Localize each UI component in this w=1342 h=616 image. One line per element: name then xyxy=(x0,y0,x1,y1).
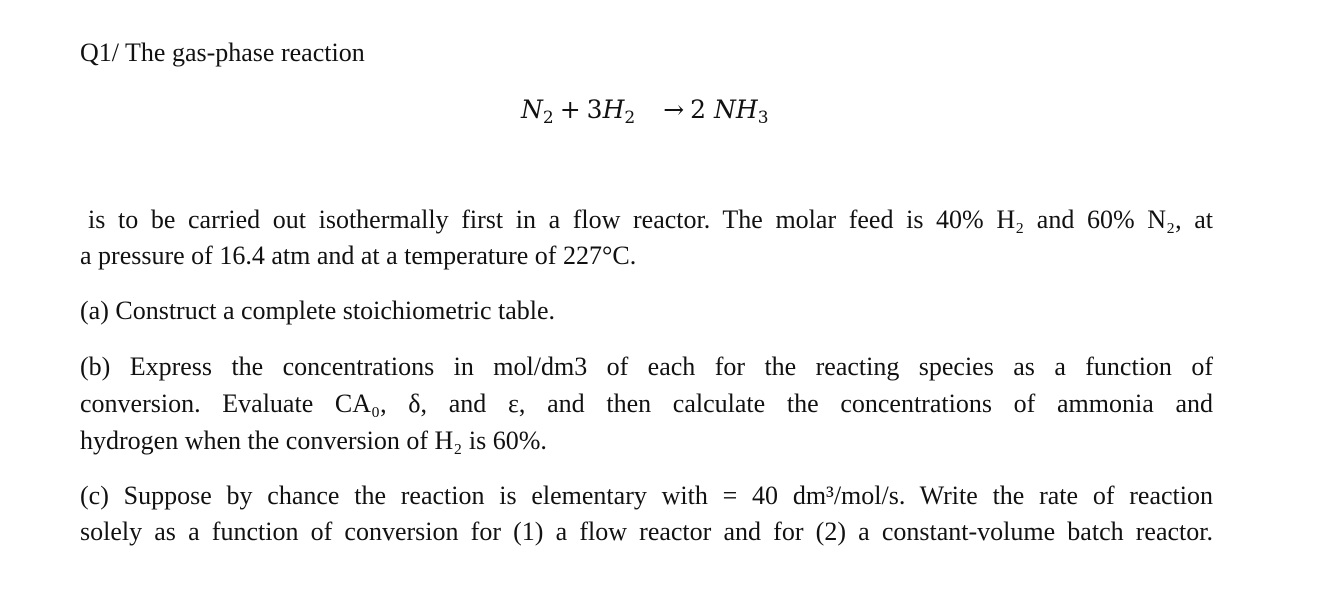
reaction-arrow: → xyxy=(663,95,685,124)
part-b-line-2: conversion. Evaluate CA₀, δ, and ε, and then calculate the concentrations of ammonia and xyxy=(80,389,1213,418)
reactant-hydrogen: $H_2$ xyxy=(602,95,636,128)
plus-sign: + xyxy=(559,95,581,124)
part-b-line-1: (b) Express the concentrations in mol/dm3 of each for the reacting species as a function of xyxy=(80,352,1213,381)
question-title: Q1/ The gas-phase reaction xyxy=(80,38,365,67)
part-c-line-2: solely as a function of conversion for (1) a flow reactor and for (2) a constant-volume batch reactor. xyxy=(80,517,1213,546)
product-ammonia: $NH_3$ xyxy=(714,95,769,128)
part-b-line-3: hydrogen when the conversion of H₂ is 60%. xyxy=(80,426,547,455)
part-c-line-1: (c) Suppose by chance the reaction is elementary with = 40 dm³/mol/s. Write the rate of reaction xyxy=(80,481,1213,510)
part-a-text: (a) Construct a complete stoichiometric table. xyxy=(80,296,556,325)
hydrogen-coefficient: 3 xyxy=(586,95,603,124)
paragraph-line-1: is to be carried out isothermally first in a flow reactor. The molar feed is 40% H₂ and 60% N₂, at xyxy=(88,205,1213,234)
ammonia-coefficient: 2 xyxy=(690,95,707,124)
reaction-equation xyxy=(521,95,769,128)
reactant-nitrogen: $N_2$ xyxy=(521,95,554,128)
paragraph-line-2: a pressure of 16.4 atm and at a temperature of 227°C. xyxy=(80,241,637,270)
